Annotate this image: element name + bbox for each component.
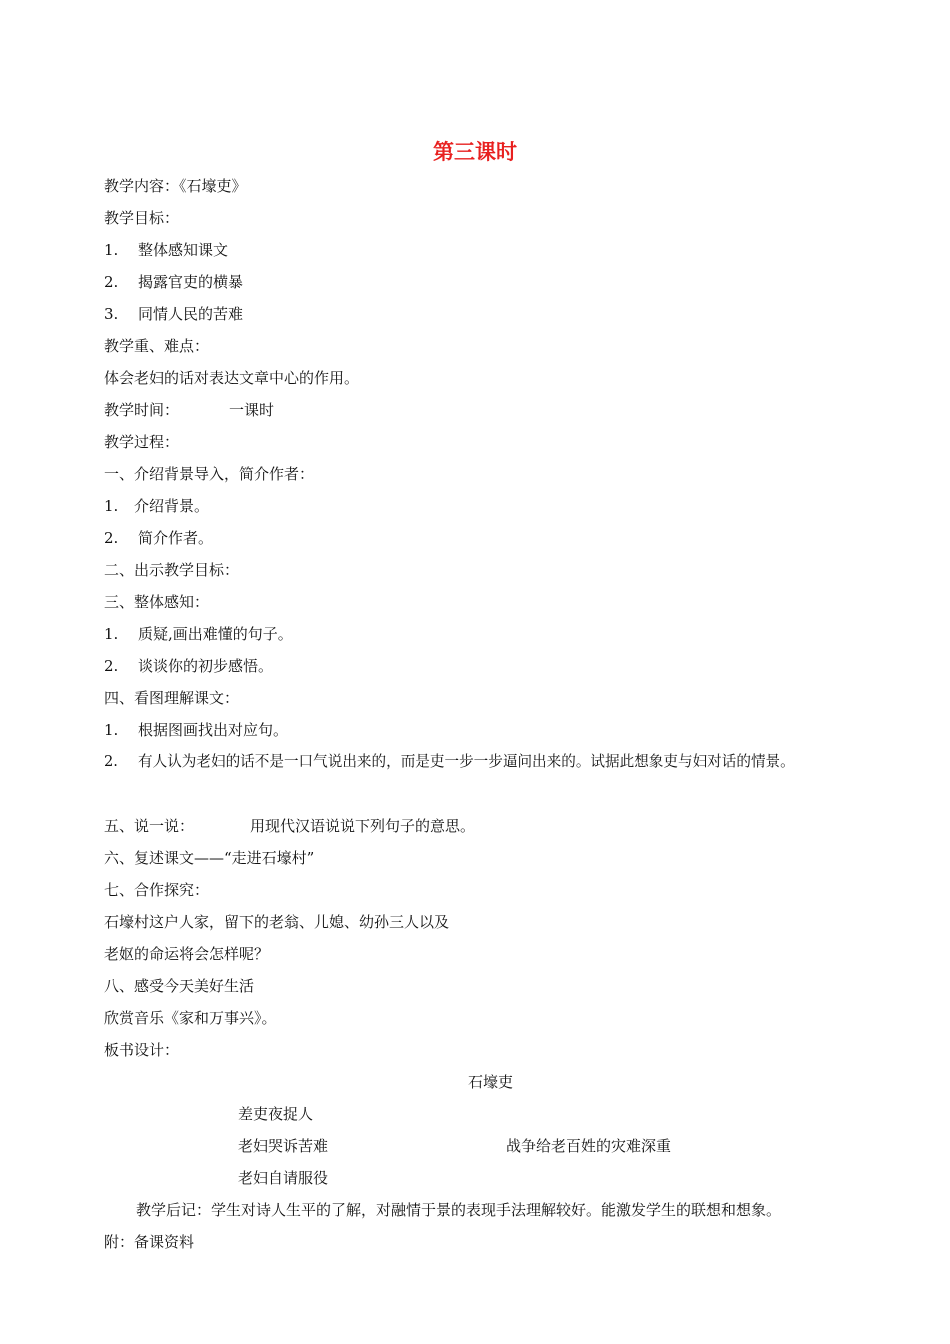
item-text: 同情人民的苦难	[138, 305, 244, 323]
item-number: 2.	[104, 529, 119, 547]
board-item: 差吏夜捉人	[238, 1105, 314, 1123]
item-number: 1.	[104, 497, 119, 515]
item-number: 3.	[104, 305, 119, 323]
item-text: 揭露官吏的横暴	[138, 273, 244, 291]
key-points-text: 体会老妇的话对表达文章中心的作用。	[104, 369, 360, 387]
process-heading: 教学过程：	[104, 433, 180, 451]
item-text: 简介作者。	[138, 529, 214, 547]
paragraph-line: 老妪的命运将会怎样呢？	[104, 945, 270, 963]
list-item	[104, 623, 293, 645]
board-item: 老妇哭诉苦难	[238, 1137, 329, 1155]
item-text: 有人认为老妇的话不是一口气说出来的，而是吏一步一步逼问出来的。试据此想象吏与妇对话的情景。	[138, 753, 795, 770]
board-conclusion: 战争给老百姓的灾难深重	[506, 1137, 672, 1155]
list-item	[104, 495, 209, 517]
section-heading: 一、介绍背景导入，简介作者：	[104, 465, 315, 483]
paragraph-line: 石壕村这户人家，留下的老翁、儿媳、幼孙三人以及	[104, 913, 450, 931]
section-heading: 八、感受今天美好生活	[104, 977, 255, 995]
section-heading: 二、出示教学目标：	[104, 561, 240, 579]
item-text: 整体感知课文	[138, 241, 229, 259]
item-number: 2.	[104, 273, 119, 291]
goals-heading: 教学目标：	[104, 209, 180, 227]
list-item	[104, 655, 273, 677]
time-value: 一课时	[229, 401, 275, 419]
key-points-heading: 教学重、难点：	[104, 337, 210, 355]
board-title: 石壕吏	[468, 1073, 514, 1091]
goal-item	[104, 239, 228, 261]
section-heading: 三、整体感知：	[104, 593, 210, 611]
list-item	[104, 527, 213, 549]
section-heading: 四、看图理解课文：	[104, 689, 240, 707]
section-heading: 六、复述课文——“走进石壕村”	[104, 849, 315, 867]
list-item	[104, 719, 288, 741]
teaching-content: 教学内容：《石壕吏》	[104, 177, 247, 195]
item-number: 2.	[104, 753, 118, 770]
appendix: 附：备课资料	[104, 1233, 195, 1251]
item-number: 1.	[104, 625, 119, 643]
goal-item	[104, 303, 243, 325]
item-text: 介绍背景。	[134, 497, 210, 515]
goal-item	[104, 271, 243, 293]
board-heading: 板书设计：	[104, 1041, 180, 1059]
item-number: 1.	[104, 241, 119, 259]
section-say	[104, 815, 475, 837]
item-text: 根据图画找出对应句。	[138, 721, 289, 739]
list-item	[104, 751, 795, 773]
page-title: 第三课时	[433, 140, 517, 164]
section-label: 五、说一说：	[104, 817, 195, 835]
section-heading: 七、合作探究：	[104, 881, 210, 899]
teaching-time	[104, 399, 274, 421]
board-item: 老妇自请服役	[238, 1169, 329, 1187]
time-label: 教学时间：	[104, 401, 180, 419]
item-number: 2.	[104, 657, 119, 675]
section-text: 用现代汉语说说下列句子的意思。	[250, 817, 476, 835]
paragraph-line: 欣赏音乐《家和万事兴》。	[104, 1009, 277, 1027]
item-text: 质疑,画出难懂的句子。	[138, 625, 293, 643]
afterword: 教学后记：学生对诗人生平的了解，对融情于景的表现手法理解较好。能激发学生的联想和想象。	[136, 1201, 782, 1219]
item-text: 谈谈你的初步感悟。	[138, 657, 274, 675]
item-number: 1.	[104, 721, 119, 739]
